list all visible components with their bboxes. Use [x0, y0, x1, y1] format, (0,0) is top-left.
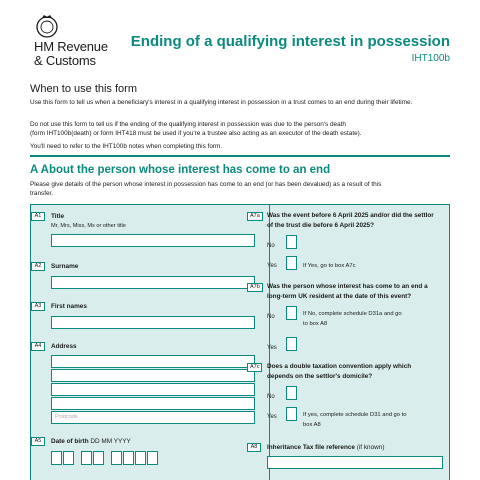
iht-reference-label — [267, 444, 384, 451]
a7a-yes-checkbox[interactable] — [286, 256, 297, 270]
form-title: Ending of a qualifying interest in possession — [130, 33, 450, 50]
dob-year-1[interactable] — [111, 451, 122, 465]
dob-label-text: Date of birth — [51, 438, 89, 445]
form-code: IHT100b — [411, 53, 450, 64]
org-name-line1: HM Revenue — [34, 39, 108, 54]
dob-year-4[interactable] — [147, 451, 158, 465]
dob-format-hint: DD MM YYYY — [90, 438, 131, 445]
address-line-1-input[interactable] — [51, 355, 255, 368]
double-taxation-question: Does a double taxation convention apply which depends on the settlor's domicile? — [267, 363, 412, 380]
a7a-yes-note: If Yes, go to box A7c — [303, 263, 356, 269]
a7a-yes-label: Yes — [267, 263, 277, 269]
a7b-yes-label: Yes — [267, 345, 277, 351]
section-a-form-panel — [30, 204, 450, 480]
a7a-no-label: No — [267, 243, 275, 249]
intro-paragraph-3: You'll need to refer to the IHT100b notes when completing this form. — [30, 143, 223, 150]
a7c-no-label: No — [267, 394, 275, 400]
dob-year-3[interactable] — [135, 451, 146, 465]
box-tag-a7c: A7c — [247, 363, 262, 372]
a7c-yes-note: If yes, complete schedule D31 and go to box A8 — [303, 412, 407, 428]
address-line-4-input[interactable] — [51, 397, 255, 410]
a7c-no-checkbox[interactable] — [286, 386, 297, 400]
dob-year-2[interactable] — [123, 451, 134, 465]
iht-reference-input[interactable] — [267, 456, 443, 469]
dob-month-2[interactable] — [93, 451, 104, 465]
title-hint: Mr, Mrs, Miss, Ms or other title — [51, 223, 126, 229]
address-label: Address — [51, 343, 77, 350]
intro-paragraph-1: Use this form to tell us when a beneficiary's interest in a qualifying interest in possession in a trust comes to an end during their lifetime. — [30, 99, 413, 106]
box-tag-a7a: A7a — [247, 212, 263, 221]
intro-paragraph-2a: Do not use this form to tell us if the ending of the qualifying interest in possession was due to the person's death — [30, 121, 346, 128]
title-label: Title — [51, 213, 65, 220]
dob-day-1[interactable] — [51, 451, 62, 465]
org-name-line2: & Customs — [34, 53, 96, 68]
a7b-no-note: If No, complete schedule D31a and go to box A8 — [303, 311, 402, 327]
surname-input[interactable] — [51, 276, 255, 289]
surname-label: Surname — [51, 263, 79, 270]
a7b-no-checkbox[interactable] — [286, 306, 297, 320]
box-tag-a1: A1 — [31, 212, 45, 221]
box-tag-a5: A5 — [31, 437, 45, 446]
when-to-use-heading: When to use this form — [30, 83, 137, 95]
first-names-input[interactable] — [51, 316, 255, 329]
royal-crest-icon — [34, 14, 60, 38]
dob-label — [51, 438, 131, 445]
box-tag-a2: A2 — [31, 262, 45, 271]
dob-day-2[interactable] — [63, 451, 74, 465]
address-line-3-input[interactable] — [51, 383, 255, 396]
dob-month-1[interactable] — [81, 451, 92, 465]
a7c-yes-label: Yes — [267, 414, 277, 420]
a7b-yes-checkbox[interactable] — [286, 337, 297, 351]
section-divider — [30, 155, 450, 157]
title-input[interactable] — [51, 234, 255, 247]
section-a-intro: Please give details of the person whose interest in possession has come to an end (or has been devalued) as a result of this transfer. — [30, 181, 382, 197]
first-names-label: First names — [51, 303, 87, 310]
a7b-no-label: No — [267, 314, 275, 320]
box-tag-a4: A4 — [31, 342, 45, 351]
box-tag-a8: A8 — [247, 443, 261, 452]
a7c-yes-checkbox[interactable] — [286, 407, 297, 421]
box-tag-a7b: A7b — [247, 283, 263, 292]
postcode-input[interactable]: Postcode — [51, 411, 255, 424]
a7a-no-checkbox[interactable] — [286, 235, 297, 249]
iht-reference-hint: (if known) — [356, 444, 385, 451]
iht-reference-label-text: Inheritance Tax file reference — [267, 444, 355, 451]
event-date-question: Was the event before 6 April 2025 and/or did the settlor of the trust die before 6 April 2025? — [267, 212, 434, 229]
address-line-2-input[interactable] — [51, 369, 255, 382]
box-tag-a3: A3 — [31, 302, 45, 311]
intro-paragraph-2b: (form IHT100b(death) or form IHT418 must be used if you're a trustee also acting as an executor of the death estate). — [30, 130, 362, 137]
section-a-heading: A About the person whose interest has come to an end — [30, 164, 331, 176]
uk-resident-question: Was the person whose interest has come to an end a long-term UK resident at the date of this event? — [267, 283, 428, 300]
